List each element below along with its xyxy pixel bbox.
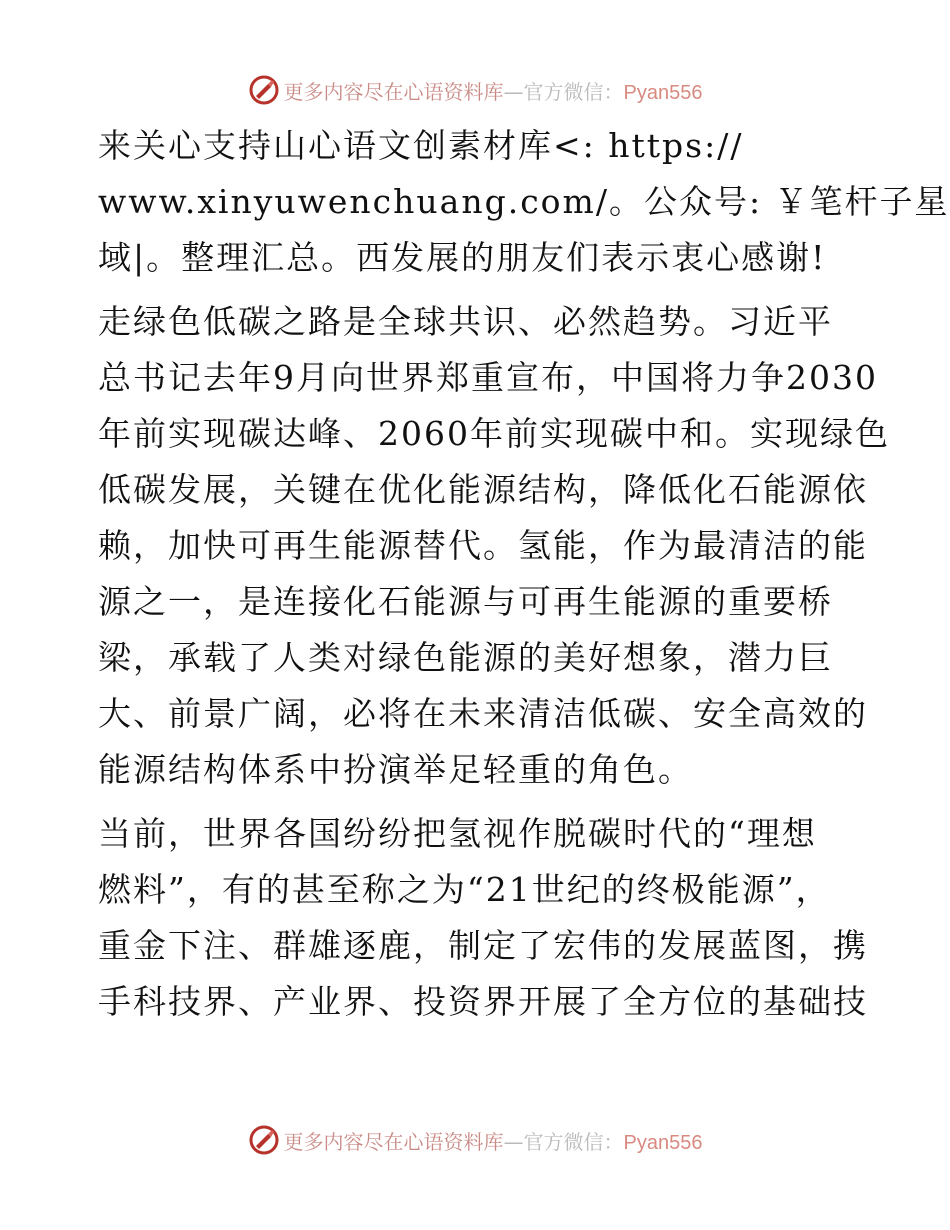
paragraph xyxy=(98,118,950,286)
footer-banner xyxy=(0,1120,950,1160)
header-wechat-label: 官方微信： xyxy=(523,79,624,104)
text-line: 低碳发展，关键在优化能源结构，降低化石能源依 xyxy=(98,470,868,509)
document-body xyxy=(98,118,950,1030)
text-line: 赖，加快可再生能源替代。氢能，作为最清洁的能 xyxy=(98,526,868,565)
paragraph-gap xyxy=(98,798,888,806)
text-line: 源之一，是连接化石能源与可再生能源的重要桥 xyxy=(98,582,833,621)
text-line: 梁，承载了人类对绿色能源的美好想象，潜力巨 xyxy=(98,638,833,677)
footer-dash: — xyxy=(503,1129,524,1154)
text-line: 大、前景广阔，必将在未来清洁低碳、安全高效的 xyxy=(98,694,868,733)
text-line: 域|。整理汇总。西发展的朋友们表示衷心感谢! xyxy=(98,238,827,277)
footer-text xyxy=(284,1126,703,1155)
text-line: 手科技界、产业界、投资界开展了全方位的基础技 xyxy=(98,982,868,1021)
paragraph xyxy=(98,806,888,1030)
header-banner xyxy=(0,70,950,110)
footer-wechat-id: Pyan556 xyxy=(623,1131,703,1154)
header-main-text: 更多内容尽在心语资料库 xyxy=(283,79,504,104)
text-line: 能源结构体系中扮演举足轻重的角色。 xyxy=(98,750,693,789)
footer-main-text: 更多内容尽在心语资料库 xyxy=(283,1129,504,1154)
text-line: 总书记去年9月向世界郑重宣布，中国将力争2030 xyxy=(98,358,878,397)
text-line: 当前，世界各国纷纷把氢视作脱碳时代的“理想 xyxy=(98,814,817,853)
logo-icon xyxy=(248,1124,280,1156)
logo-icon xyxy=(248,74,280,106)
text-line: 来关心支持山心语文创素材库<: https:// xyxy=(98,126,744,165)
text-line: 走绿色低碳之路是全球共识、必然趋势。习近平 xyxy=(98,302,833,341)
footer-wechat-label: 官方微信： xyxy=(523,1129,624,1154)
header-dash: — xyxy=(503,79,524,104)
text-line: 重金下注、群雄逐鹿，制定了宏伟的发展蓝图，携 xyxy=(98,926,868,965)
text-line: 燃料”，有的甚至称之为“21世纪的终极能源”， xyxy=(98,870,831,909)
header-text xyxy=(284,76,703,105)
text-line: www.xinyuwenchuang.com/。公众号: ￥笔杆子星 xyxy=(98,182,950,221)
header-wechat-id: Pyan556 xyxy=(623,81,703,104)
paragraph-gap xyxy=(98,286,888,294)
text-line: 年前实现碳达峰、2060年前实现碳中和。实现绿色 xyxy=(98,414,890,453)
paragraph xyxy=(98,294,888,798)
